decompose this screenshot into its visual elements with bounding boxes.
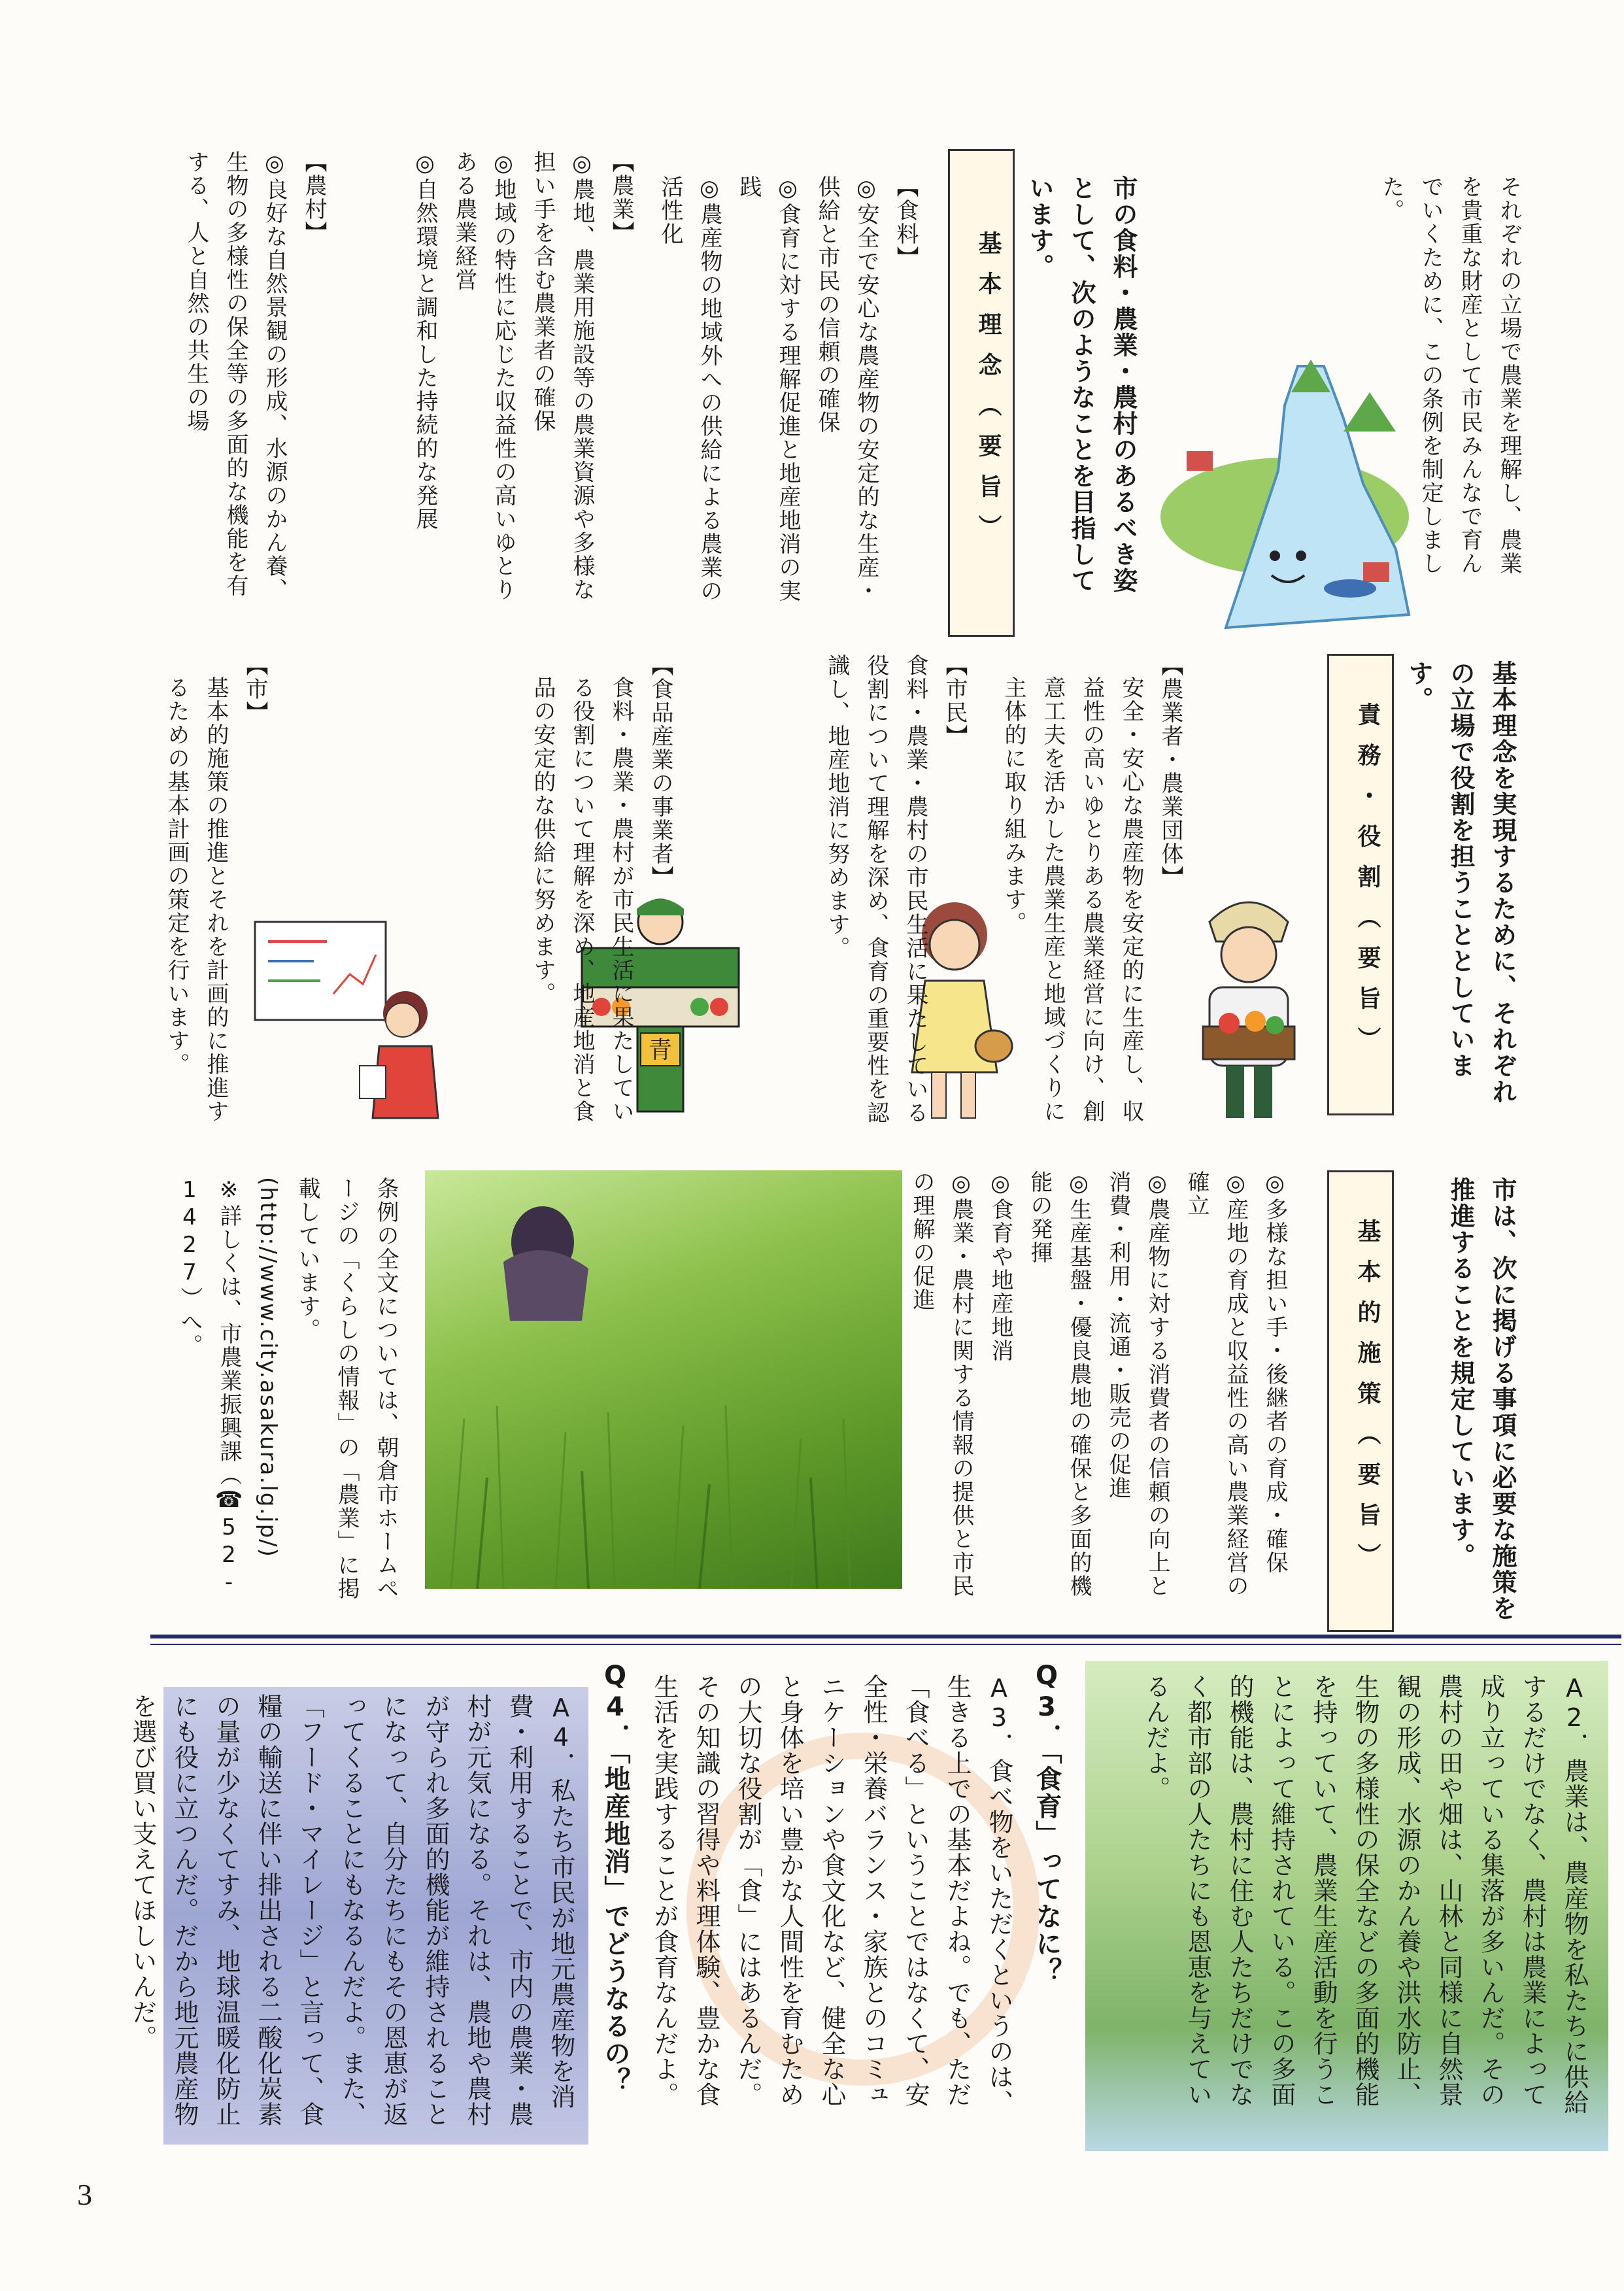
block-city: 【市】 基本的施策の推進とそれを計画的に推進するための基本計画の策定を行います。 xyxy=(163,654,268,1123)
qa-q4-panel xyxy=(128,1661,634,2151)
qa-a3-text: A3．食べ物をいただくというのは、生きる上での基本だよね。でも、ただ「食べる」ということではなくて、安全性・栄養バランス・家族とのコミュニケーションや食文化など、健全な心と身体を培い豊かな人間性を育むための大切な役割が「食」にはあるんだ。その知識の習得や料理体験、豊かな食生活を実践することが食育なんだよ。 xyxy=(650,1674,1013,2115)
block-citizens: 【市民】 食料・農業・農村の市民生活に果たしている役割について理解を深め、食育の重要性を認識し、地産地消に努めます。 xyxy=(824,654,968,1125)
shisaku-lead: 市は、次に掲げる事項に必要な施策を推進することを規定しています。 xyxy=(1446,1177,1517,1621)
rice-field-photo xyxy=(425,1170,902,1589)
kihon-rinen-lead: 市の食料・農業・農村のあるべき姿として、次のようなことを目指しています。 xyxy=(1025,175,1138,594)
block-food-business: 【食品産業の事業者】 食料・農業・農村が市民生活に果たしている役割について理解を深め、地産地消と食品の安定的な供給に努めます。 xyxy=(530,654,673,1123)
river-character-illustration xyxy=(1147,353,1422,641)
grocer-sign-text: 青 xyxy=(648,1037,673,1064)
section-divider-thin xyxy=(150,1644,1621,1645)
sekimu-label: 責務・役割（要旨） xyxy=(1327,654,1394,1115)
sekimu-lead: 基本理念を実現するために、それぞれの立場で役割を担うこととしています。 xyxy=(1404,660,1517,1105)
block-food: 【食料】 ◎安全で安心な農産物の安定的な生産・供給と市民の信頼の確保 ◎食育に対する理解促進と地産地消の実践 ◎農産物の地域外への供給による農業の活性化 xyxy=(657,175,919,603)
block-rural: 【農村】 ◎良好な自然景観の形成、水源のかん養、生物の多様性の保全等の多面的な機能を有する、人と自然の共生の場 xyxy=(183,150,327,602)
shisaku-items: ◎多様な担い手・後継者の育成・確保 ◎産地の育成と収益性の高い農業経営の確立 ◎農産物に対する消費者の信頼の向上と消費・利用・流通・販売の促進 ◎生産基盤・優良農地の確保と多面的機能の発揮 ◎食育や地産地消 ◎農業・農村に関する情報の提供と市民の理解の促進 xyxy=(909,1170,1288,1598)
block-agriculture: 【農業】 ◎農地、農業用施設等の農業資源や多様な担い手を含む農業者の確保 ◎地域の特性に応じた収益性の高いゆとりある農業経営 ◎自然環境と調和した持続的な発展 xyxy=(412,150,634,602)
qa-a4-text: A4．私たち市民が地元農産物を消費・利用することで、市内の農業・農村が元気になる。それは、農地や農村が守られ多面的機能が維持されることになって、自分たちにもその恩恵が返ってくることにもなるんだよ。また、「フード・マイレージ」と言って、食糧の輸送に伴い排出される二酸化炭素の量が少なくてすみ、地球温暖化防止にも役に立つんだ。だから地元農産物を選び買い支えてほしいんだ。 xyxy=(128,1693,575,2127)
qa-a2-text: A2．農業は、農産物を私たちに供給するだけでなく、農村は農業によって成り立っている集落が多いんだ。その農村の田や畑は、山林と同様に自然景観の形成、水源のかん養や洪水防止、生物の多様性の保全などの多面的機能を持っていて、農業生産活動を行うことによって維持されている。この多面的機能は、農村に住む人たちだけでなく都市部の人たちにも恩恵を与えているんだよ。 xyxy=(1142,1674,1589,2115)
section-divider xyxy=(150,1635,1621,1638)
block-farmers: 【農業者・農業団体】 安全・安心な農産物を安定的に生産し、収益性の高いゆとりある農業経営に向け、創意工夫を活かした農業生産と地域づくりに主体的に取り組みます。 xyxy=(1000,654,1183,1123)
kihon-rinen-label: 基本理念（要旨） xyxy=(948,149,1015,637)
ordinance-note: 条例の全文については、朝倉市ホームページの「くらしの情報」の「農業」に掲載しています。 (http://www.city.asakura.lg.jp/) ※詳しくは、市農業振興課（☎52-1427）へ。 xyxy=(177,1177,399,1601)
qa-a2-panel xyxy=(1085,1661,1608,2151)
qa-q3-panel xyxy=(647,1661,1072,2151)
intro-text: それぞれの立場で農業を理解し、農業を貴重な財産として市民みんなで育んでいくために、この条例を制定しました。 xyxy=(1378,175,1522,575)
farmer-illustration xyxy=(1183,883,1314,1125)
shisaku-label: 基本的施策（要旨） xyxy=(1327,1170,1394,1632)
presenter-woman-illustration xyxy=(248,915,445,1125)
page-number: 3 xyxy=(77,2178,92,2211)
qa-q4-question: Q4．「地産地消」でどうなるの？ xyxy=(600,1661,630,2095)
qa-q3-question: Q3．「食育」ってなに？ xyxy=(1032,1661,1062,1985)
